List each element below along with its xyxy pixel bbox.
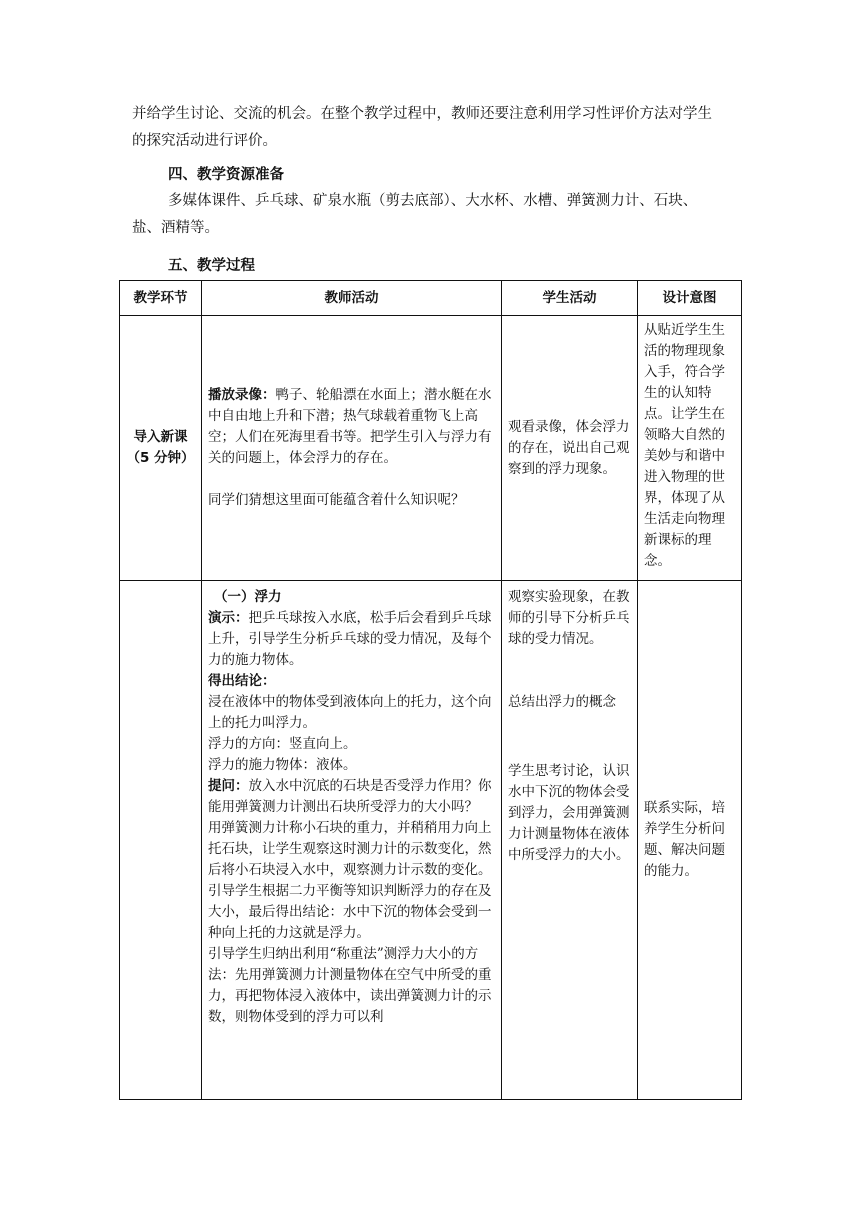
conclusion-label: 得出结论： <box>208 673 276 689</box>
design-intent-buoyancy-text: 联系实际，培养学生分析问题、解决问题的能力。 <box>644 800 725 879</box>
demo-label: 演示： <box>208 610 249 626</box>
stage-intro-cell <box>120 316 202 581</box>
question-label: 提问： <box>208 778 249 794</box>
conclusion-source: 浮力的施力物体：液体。 <box>208 757 357 773</box>
section5-heading: 五、教学过程 <box>168 258 255 274</box>
table-header-row <box>120 281 742 316</box>
section4-heading: 四、教学资源准备 <box>168 167 284 183</box>
lesson-process-table <box>119 280 742 1100</box>
stage-intro-name: 导入新课 <box>133 429 188 445</box>
conclusion-definition: 浸在液体中的物体受到液体向上的托力，这个向上的托力叫浮力。 <box>208 694 492 731</box>
question-text: 放入水中沉底的石块是否受浮力作用？你能用弹簧测力计测出石块所受浮力的大小吗？ <box>208 778 492 815</box>
header-student-activity: 学生活动 <box>502 281 638 316</box>
student-activity-intro-text: 观看录像，体会浮力的存在，说出自己观察到的浮力现象。 <box>508 418 630 477</box>
section4-paragraph <box>132 188 732 242</box>
conclusion-direction: 浮力的方向：竖直向上。 <box>208 736 357 752</box>
student-summary-text: 总结出浮力的概念 <box>508 694 616 710</box>
question-paragraph <box>208 776 495 818</box>
student-observe-text: 观察实验现象，在教师的引导下分析乒乓球的受力情况。 <box>508 589 630 647</box>
demo-paragraph <box>208 608 495 671</box>
intro-line-2: 的探究活动进行评价。 <box>132 133 277 149</box>
design-intent-intro-text: 从贴近学生生活的物理现象入手，符合学生的认知特点。让学生在领略大自然的美妙与和谐中进入物理的世界，体现了从生活走向物理新课标的理念。 <box>644 322 725 569</box>
stage-new-lesson-cell <box>120 581 202 1100</box>
student-discussion-text: 学生思考讨论，认识水中下沉的物体会受到浮力，会用弹簧测力计测量物体在液体中所受浮力的大小。 <box>508 763 630 863</box>
play-video-label: 播放录像： <box>208 387 276 403</box>
demo-text: 把乒乓球按入水底，松手后会看到乒乓球上升，引导学生分析乒乓球的受力情况，及每个力的施力物体。 <box>208 610 492 668</box>
stage-intro-duration: （5 分钟） <box>126 450 195 466</box>
student-activity-buoyancy <box>502 581 638 1100</box>
intro-guess-question: 同学们猜想这里面可能蕴含着什么知识呢？ <box>208 492 465 508</box>
buoyancy-subtitle: （一）浮力 <box>214 589 282 605</box>
intro-line-1: 并给学生讨论、交流的机会。在整个教学过程中，教师还要注意利用学习性评价方法对学生 <box>132 106 712 122</box>
section4-line-2: 盐、酒精等。 <box>132 220 219 236</box>
design-intent-buoyancy <box>638 581 742 1100</box>
weighing-method-paragraph: 引导学生归纳出利用“称重法”测浮力大小的方法：先用弹簧测力计测量物体在空气中所受的重力，再把物体浸入液体中，读出弹簧测力计的示数，则物体受到的浮力可以利 <box>208 946 492 1025</box>
header-teacher-activity: 教师活动 <box>202 281 502 316</box>
teacher-activity-intro <box>202 316 502 581</box>
procedure-paragraph: 用弹簧测力计称小石块的重力，并稍稍用力向上托石块，让学生观察这时测力计的示数变化，然后将小石块浸入水中，观察测力计示数的变化。引导学生根据二力平衡等知识判断浮力的存在及大小，最后得出结论：水中下沉的物体会受到一种向上托的力这就是浮力。 <box>208 820 492 941</box>
design-intent-intro <box>638 316 742 581</box>
section4-line-1: 多媒体课件、乒乓球、矿泉水瓶（剪去底部）、大水杯、水槽、弹簧测力计、石块、 <box>168 193 698 209</box>
intro-paragraph <box>132 101 732 155</box>
header-design-intent: 设计意图 <box>638 281 742 316</box>
table-row-new-lesson <box>120 581 742 1100</box>
intro-video-text <box>208 385 495 469</box>
teacher-activity-buoyancy <box>202 581 502 1100</box>
table-row-intro <box>120 316 742 581</box>
play-video-description: 鸭子、轮船漂在水面上；潜水艇在水中自由地上升和下潜；热气球载着重物飞上高空；人们在死海里看书等。把学生引入与浮力有关的问题上，体会浮力的存在。 <box>208 387 492 466</box>
student-activity-intro <box>502 316 638 581</box>
header-stage: 教学环节 <box>120 281 202 316</box>
